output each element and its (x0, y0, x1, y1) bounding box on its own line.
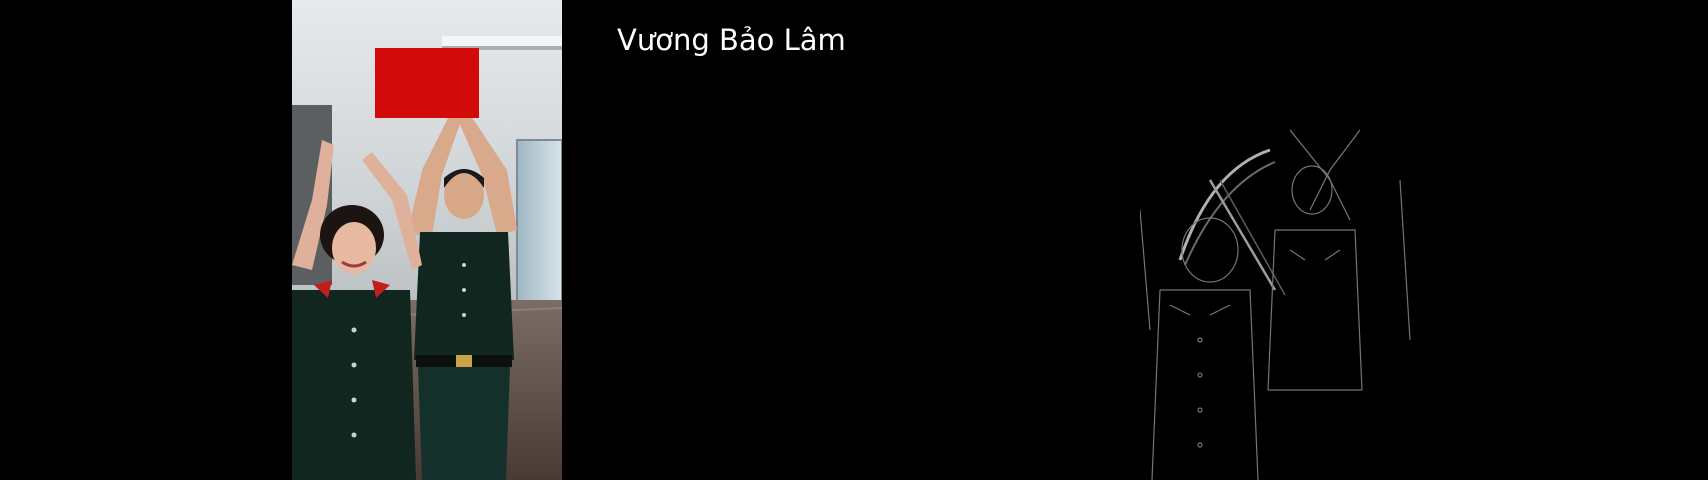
window (517, 140, 562, 310)
dance-scene-image (292, 0, 562, 480)
overlay-name-caption: Vương Bảo Lâm (617, 23, 846, 57)
edge-detect-frame (1140, 90, 1420, 480)
video-frame (292, 0, 562, 480)
ceiling-light (442, 36, 562, 46)
censor-block (375, 48, 479, 118)
edge-detect-image (1140, 90, 1420, 480)
